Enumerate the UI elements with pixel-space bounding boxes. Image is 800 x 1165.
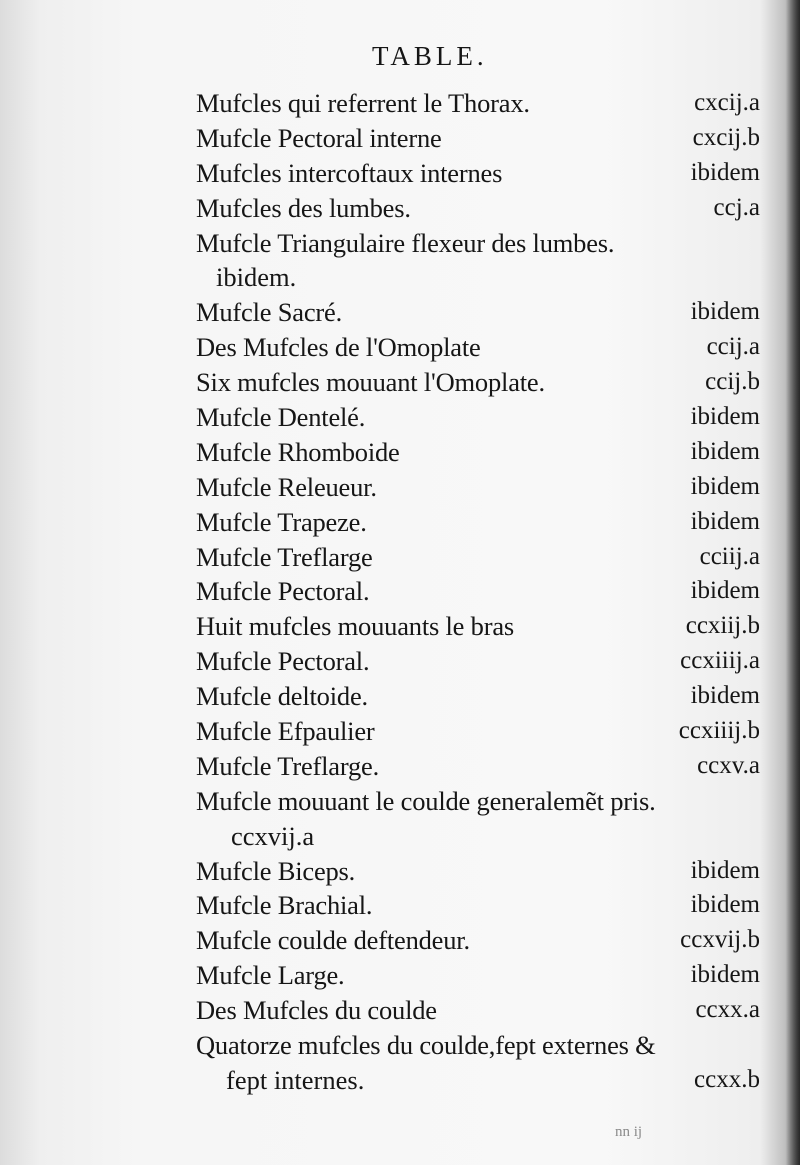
signature-mark: nn ij — [615, 1124, 643, 1140]
toc-entry — [0, 714, 800, 749]
toc-entry-page-ref: ibidem — [690, 961, 760, 989]
toc-entry-page-ref: ccxiiij.b — [678, 717, 760, 745]
toc-entry — [0, 574, 800, 609]
toc-entry — [0, 923, 800, 958]
toc-entry — [0, 295, 800, 330]
toc-entry-title: Mufcle Trapeze. — [196, 506, 367, 537]
toc-entry-page-ref: ibidem — [690, 507, 760, 535]
toc-entry — [0, 400, 800, 435]
toc-entry — [0, 958, 800, 993]
toc-entry-page-ref: ccxvij.b — [680, 926, 760, 954]
toc-entry-page-ref: ibidem — [690, 577, 760, 605]
toc-entry-title-continued: fept internes. — [226, 1064, 365, 1095]
toc-entry-page-ref: cxcij.b — [692, 123, 760, 151]
toc-entry — [0, 679, 800, 714]
toc-entry-page-ref: ibidem — [690, 472, 760, 500]
page-header: TABLE. — [372, 41, 488, 71]
toc-entry-page-ref: ibidem — [690, 437, 760, 465]
toc-entry-page-ref: ibidem — [690, 298, 760, 326]
toc-entry — [0, 435, 800, 470]
toc-entry-page-ref: ccj.a — [713, 193, 760, 221]
toc-entry-page-ref: ibidem. — [216, 262, 297, 293]
toc-entry — [0, 644, 800, 679]
toc-entry-title: Mufcle Dentelé. — [196, 402, 366, 433]
toc-entry-continuation — [0, 1063, 800, 1098]
toc-entry — [0, 121, 800, 156]
toc-entry — [0, 888, 800, 923]
toc-entry — [0, 784, 800, 819]
toc-entry-page-ref: ccxiiij.a — [680, 647, 760, 675]
toc-entry-page-ref: ccij.b — [705, 368, 760, 396]
toc-entry — [0, 540, 800, 575]
toc-entry — [0, 226, 800, 261]
toc-entry-title: Mufcle coulde deftendeur. — [196, 925, 470, 956]
toc-entry-title: Huit mufcles mouuants le bras — [196, 611, 515, 642]
toc-entry-page-ref: cxcij.a — [694, 89, 760, 116]
toc-entry-page-ref: ccxx.a — [695, 996, 760, 1024]
toc-entry-page-ref: ibidem — [690, 856, 760, 884]
toc-entry-page-ref: ccxvij.a — [231, 820, 315, 851]
toc-entry-page-ref: ccij.a — [706, 333, 760, 361]
toc-entry — [0, 156, 800, 191]
toc-entry-page-ref: ibidem — [690, 682, 760, 710]
toc-entry — [0, 993, 800, 1028]
toc-entry — [0, 191, 800, 226]
toc-entry-title: Mufcle mouuant le coulde generalemẽt pris. — [196, 785, 656, 816]
toc-entry-title: Mufcle Brachial. — [196, 890, 373, 921]
toc-entry-title: Mufcles qui referrent le Thorax. — [196, 88, 530, 118]
toc-entry-title: Mufcle Treflarge — [196, 541, 373, 572]
toc-entry — [0, 1028, 800, 1063]
toc-entry — [0, 609, 800, 644]
toc-entry-continuation — [0, 260, 800, 295]
toc-entry-title: Mufcle Triangulaire flexeur des lumbes. — [196, 227, 615, 258]
toc-entry-title: Des Mufcles du coulde — [196, 995, 437, 1026]
toc-entry-title: Mufcle Pectoral. — [196, 576, 370, 607]
toc-entry-title: Six mufcles mouuant l'Omoplate. — [196, 367, 545, 398]
toc-entry-title: Mufcles des lumbes. — [196, 192, 411, 223]
toc-entry-title: Quatorze mufcles du coulde,fept externes & — [196, 1030, 656, 1061]
toc-entry-title: Des Mufcles de l'Omoplate — [196, 332, 481, 363]
toc-entry-page-ref: ccxv.a — [697, 751, 760, 779]
toc-entry-title: Mufcle Releueur. — [196, 471, 377, 502]
toc-entry-page-ref: ccxx.b — [694, 1065, 760, 1093]
toc-entry-title: Mufcle Pectoral interne — [196, 122, 442, 153]
toc-entry-page-ref: ibidem — [690, 158, 760, 186]
toc-entry-page-ref: ibidem — [690, 403, 760, 431]
toc-entry — [0, 365, 800, 400]
toc-entry-title: Mufcle Efpaulier — [196, 716, 375, 747]
toc-entry-title: Mufcle deltoide. — [196, 681, 368, 712]
table-of-contents — [0, 86, 800, 1098]
toc-entry — [0, 505, 800, 540]
toc-entry — [0, 854, 800, 889]
toc-entry-title: Mufcle Biceps. — [196, 855, 356, 886]
binding-shadow — [786, 0, 800, 1165]
toc-entry-title: Mufcle Rhomboide — [196, 436, 400, 467]
toc-entry-title: Mufcle Pectoral. — [196, 646, 370, 677]
toc-entry-page-ref: ibidem — [690, 891, 760, 919]
toc-entry — [0, 749, 800, 784]
toc-entry-title: Mufcle Sacré. — [196, 297, 343, 328]
toc-entry-continuation — [0, 819, 800, 854]
toc-entry-title: Mufcle Large. — [196, 960, 345, 991]
toc-entry-page-ref: ccxiij.b — [685, 612, 760, 640]
toc-entry — [0, 470, 800, 505]
toc-entry-title: Mufcles intercoftaux internes — [196, 157, 503, 188]
toc-entry — [0, 330, 800, 365]
toc-entry-title: Mufcle Treflarge. — [196, 750, 380, 781]
toc-entry — [0, 86, 800, 121]
toc-entry-page-ref: cciij.a — [699, 542, 760, 570]
